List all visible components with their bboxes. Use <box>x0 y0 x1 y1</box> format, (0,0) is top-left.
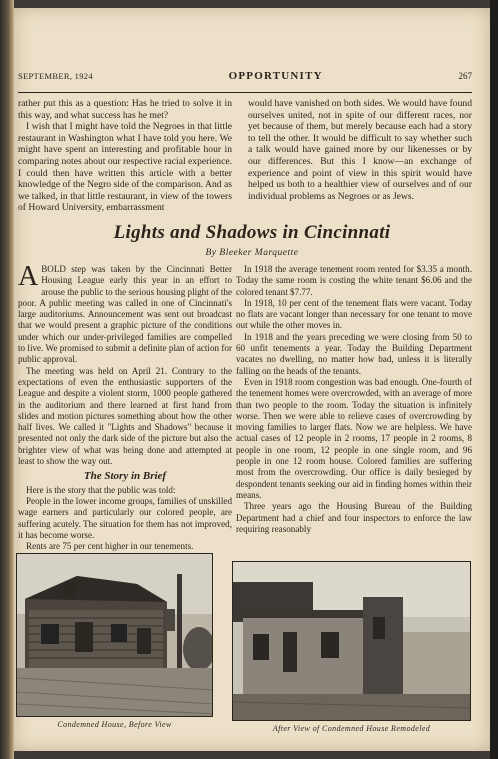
header-date: SEPTEMBER, 1924 <box>18 71 93 81</box>
photo-caption-before: Condemned House, Before View <box>57 720 172 729</box>
house-after-illustration <box>233 562 471 721</box>
article-right-column <box>236 264 472 535</box>
paragraph: Here is the story that the public was told: <box>26 484 176 495</box>
paragraph: In 1918 the average tenement room rented for $3.35 a month. Today the same room is costing the white tenant $6.06 and the colored tenant $7.77. <box>236 264 472 297</box>
paragraph: Rents are 75 per cent higher in our tenements. <box>26 541 194 552</box>
header-page-number: 267 <box>458 71 472 81</box>
photo-remodeled-house-after <box>232 561 471 721</box>
photo-condemned-house-before <box>16 553 213 717</box>
lead-paragraph-text: BOLD step was taken by the Cincinnati Better Housing League early this year in an effort to arouse the public to the serious housing plight of the poor. A public meeting was called in one of Cincinnati's large auditoriums. Announcement was sent out broadcast that we would present a graphic picture of the conditions under which our under-privileged families are compelled to live. We promised to submit a definite plan of action for public approval. <box>18 264 232 365</box>
facing-page-edge: · · · · · · · · · · · · · · · · · · · · · · · · · · · · · · · · · · · · · · · · · · · · · · · · · · · · · · · · · · · · · · · <box>1 100 3 694</box>
running-header <box>14 70 490 92</box>
paragraph: I wish that I might have told the Negroes in that little restaurant in Washington what I have told you here. We might have spent an interesting and profitable hour in comparing notes about our respective racial experience. I could then have written this article with a better knowledge of the Negro side of the comparison. And as we talked, in that little restaurant, in view of the towers of Howard University, embarrassment <box>18 121 232 214</box>
paragraph: rather put this as a question: Has he tried to solve it in this way, and what success has he met? <box>18 98 232 121</box>
paragraph: People in the lower income groups, families of unskilled wage earners and particularly our colored people, are suffering acutely. The situation for them has not improved, it has become worse. <box>18 495 232 540</box>
house-before-illustration <box>17 554 213 717</box>
section-subhead: The Story in Brief <box>83 470 167 483</box>
paragraph: Even in 1918 room congestion was bad enough. One-fourth of the tenement homes were overcrowded, with an average of more than two people to the room. Today the situation is infinitely worse. Then we were able to relieve cases of overcrowding by moving families to larger flats. Now we are helpless. We have actual cases of 12 people in 2 rooms, 17 people in 2 rooms, 8 people in one room, 12 people in one single room, and 96 people in one 12 room house. Colored families are suffering most from the overcrowding. Our office is daily besieged by despondent tenants seeking our aid in finding homes within their means. <box>236 376 472 500</box>
paragraph: In 1918 and the years preceding we were closing from 50 to 60 unfit tenements a year. Today the Building Department vacates no dwelling, no matter how bad, unless it is literally falling on the heads of the tenants. <box>236 331 472 376</box>
continued-article-left-column <box>18 98 232 214</box>
article-title: Lights and Shadows in Cincinnati <box>113 222 391 243</box>
lead-paragraph <box>18 261 232 366</box>
continued-article-right-column <box>248 98 472 202</box>
article-left-column <box>18 261 232 552</box>
magazine-page <box>14 8 490 751</box>
paragraph: The meeting was held on April 21. Contrary to the expectations of even the enthusiastic supporters of the League and despite a violent storm, 1000 people gathered in the auditorium and there learned at first hand from slides and motion pictures something about how the other half lives. We called it "Lights and Shadows" because it presented not only the dark side of the picture but also the brighter view of what was being done and attempted at least to show the way out. <box>18 365 232 467</box>
paragraph: Three years ago the Housing Bureau of the Building Department had a chief and four inspectors to enforce the law requiring reasonably <box>236 501 472 534</box>
article-byline: By Bleeker Marquette <box>205 248 299 258</box>
header-rule <box>18 92 472 93</box>
paragraph: would have vanished on both sides. We would have found ourselves united, not in spite of our different races, nor yet because of them, but merely because each had a story to tell the other. It would be difficult to say whether such a talk would have gained more by our likenesses or by our differences. But this I know—an exchange of experience and point of view in this spirit would have helped us both to a healthier view of ourselves and of our individual problems as Negroes or as Jews. <box>248 98 472 202</box>
photo-caption-after: After View of Condemned House Remodeled <box>272 724 431 733</box>
paragraph: In 1918, 10 per cent of the tenement flats were vacant. Today no flats are vacant longer than necessary for one tenant to move out while the other moves in. <box>236 297 472 331</box>
page-shadow-edge <box>490 0 498 759</box>
drop-cap: A <box>18 261 39 292</box>
header-magazine-title: OPPORTUNITY <box>228 70 323 82</box>
